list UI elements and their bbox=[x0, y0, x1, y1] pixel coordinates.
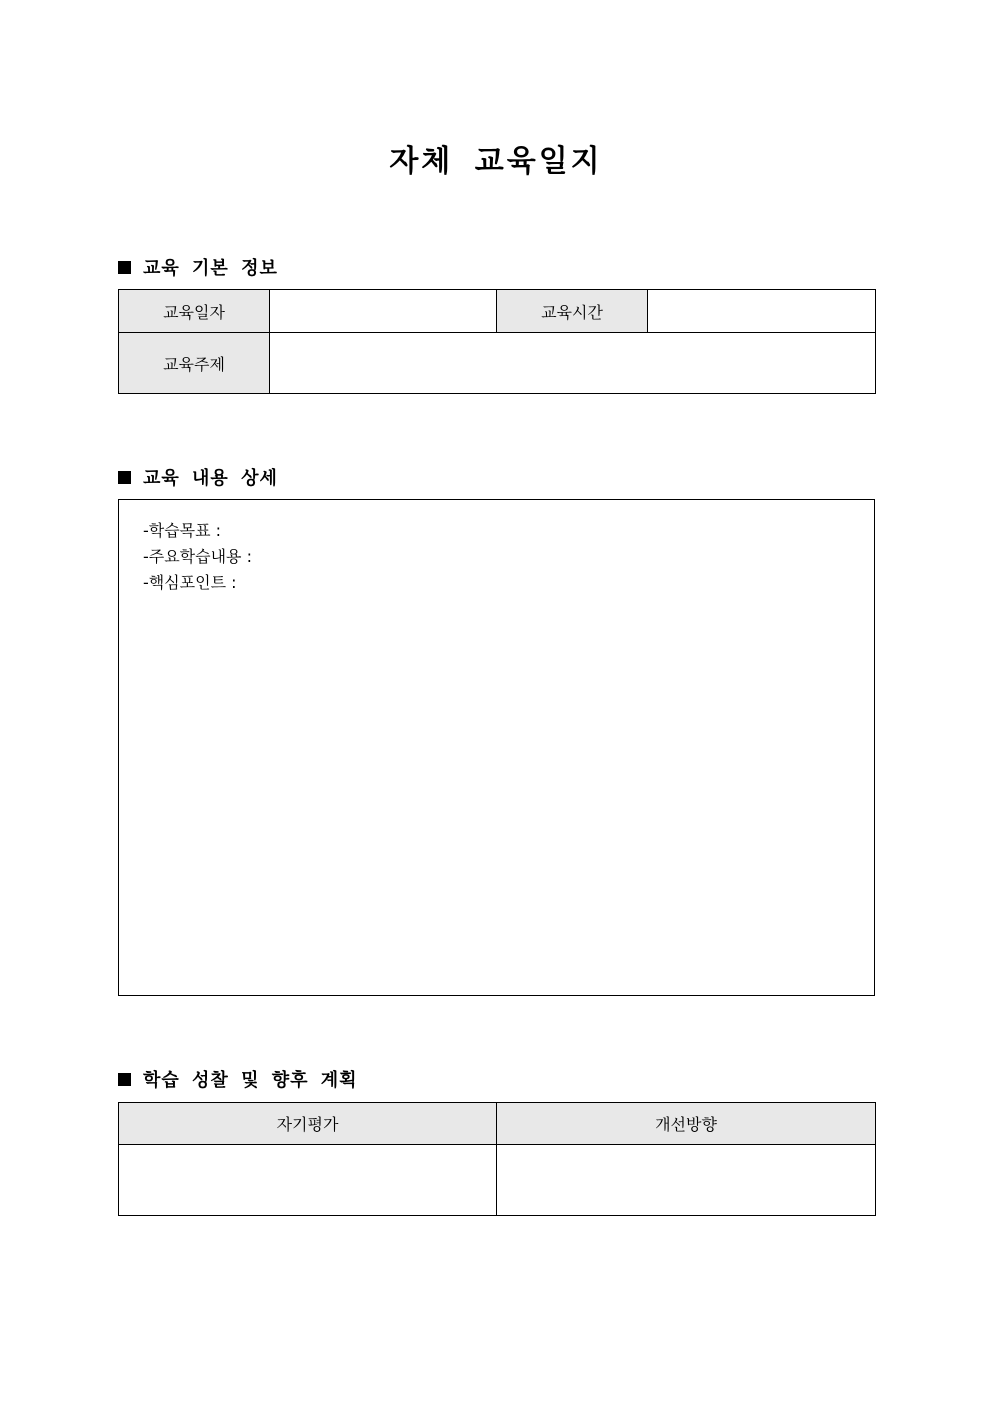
table-row bbox=[119, 333, 876, 394]
self-eval-label: 자기평가 bbox=[119, 1103, 497, 1145]
square-bullet-icon bbox=[118, 261, 131, 274]
square-bullet-icon bbox=[118, 1073, 131, 1086]
table-row bbox=[119, 1145, 876, 1216]
date-label: 교육일자 bbox=[119, 290, 270, 333]
basic-info-table bbox=[118, 289, 876, 394]
key-point-line: -핵심포인트 : bbox=[143, 573, 237, 592]
topic-field[interactable] bbox=[270, 333, 876, 394]
reflection-heading-text: 학습 성찰 및 향후 계획 bbox=[143, 1070, 358, 1091]
topic-label: 교육주제 bbox=[119, 333, 270, 394]
document-title: 자체 교육일지 bbox=[389, 144, 603, 179]
improvement-label: 개선방향 bbox=[497, 1103, 876, 1145]
square-bullet-icon bbox=[118, 471, 131, 484]
main-content-line: -주요학습내용 : bbox=[143, 547, 252, 566]
table-row bbox=[119, 1103, 876, 1145]
time-label: 교육시간 bbox=[497, 290, 648, 333]
details-heading bbox=[118, 464, 278, 490]
basic-info-heading bbox=[118, 254, 278, 280]
self-eval-field[interactable] bbox=[119, 1145, 497, 1216]
learning-goal-line: -학습목표 : bbox=[143, 521, 222, 540]
details-heading-text: 교육 내용 상세 bbox=[143, 468, 278, 489]
time-field[interactable] bbox=[648, 290, 876, 333]
date-field[interactable] bbox=[270, 290, 497, 333]
improvement-field[interactable] bbox=[497, 1145, 876, 1216]
reflection-heading bbox=[118, 1066, 358, 1092]
table-row bbox=[119, 290, 876, 333]
details-lines bbox=[143, 518, 252, 596]
reflection-table bbox=[118, 1102, 876, 1216]
details-textarea[interactable] bbox=[118, 499, 875, 996]
basic-info-heading-text: 교육 기본 정보 bbox=[143, 258, 278, 279]
